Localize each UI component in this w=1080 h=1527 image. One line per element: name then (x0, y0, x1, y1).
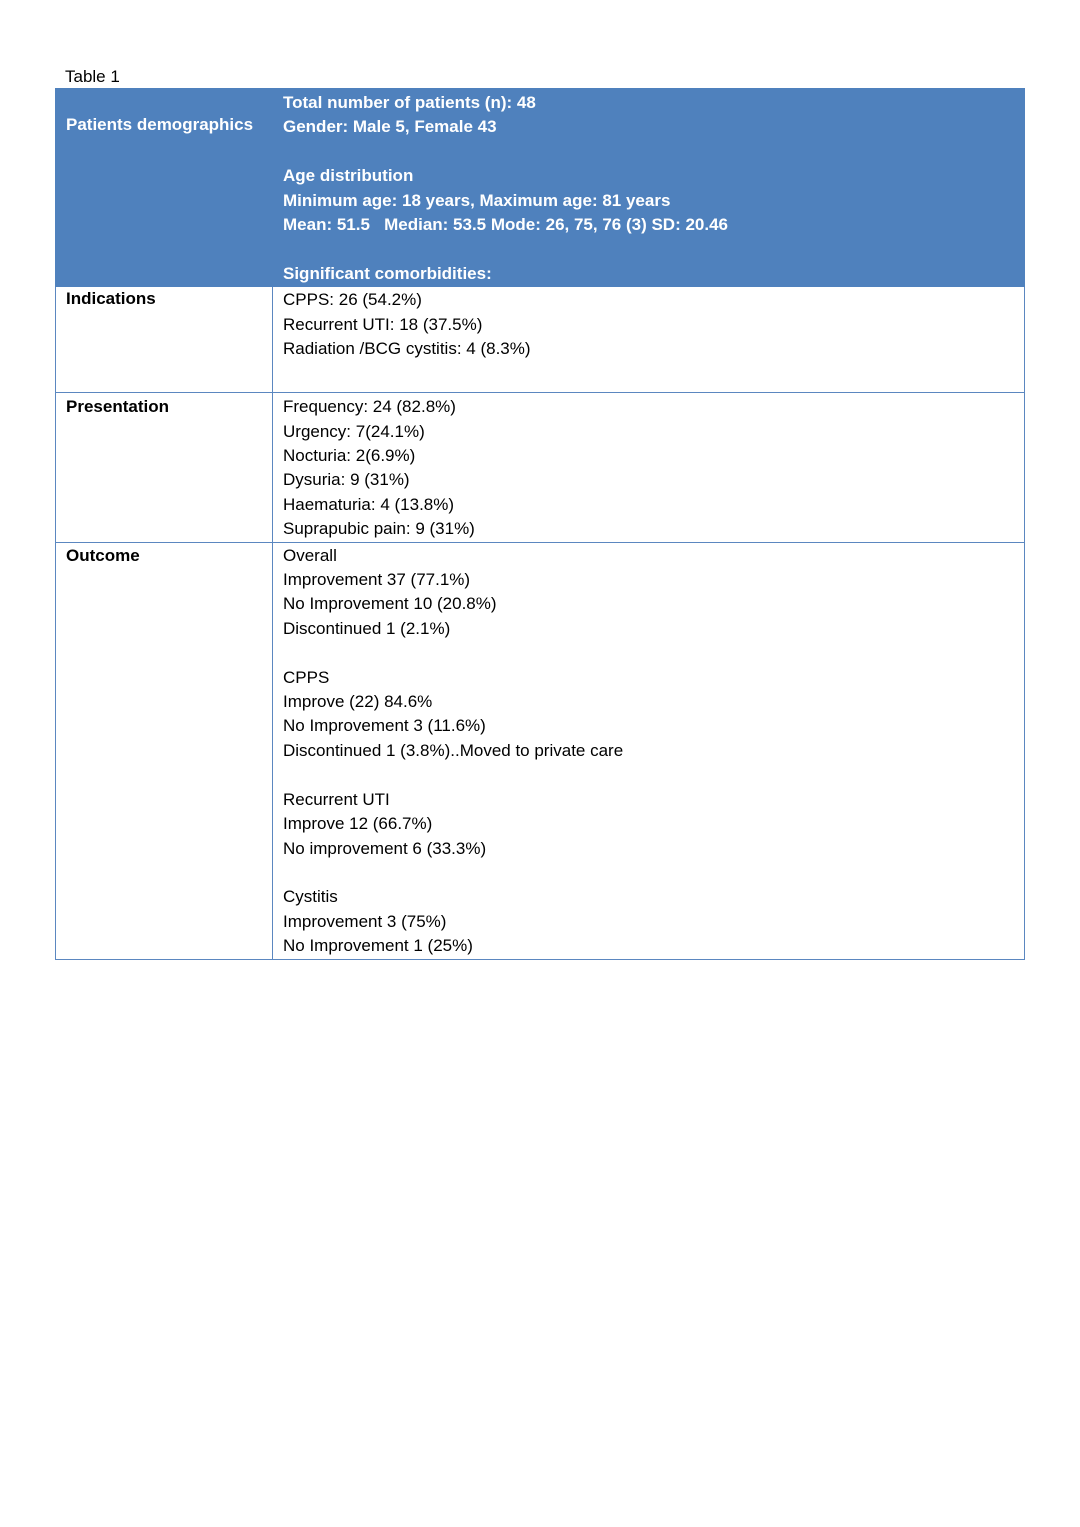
presentation-line: Nocturia: 2(6.9%) (283, 446, 416, 466)
outcome-line: Cystitis (283, 887, 338, 907)
outcome-line: Recurrent UTI (283, 789, 390, 809)
demographics-line: Age distribution (283, 166, 414, 186)
table-caption: Table 1 (65, 67, 120, 86)
row-label-outcome: Outcome (56, 542, 273, 959)
presentation-content (273, 393, 1025, 542)
outcome-line (283, 861, 1014, 885)
outcome-line (283, 763, 1014, 787)
table-row-presentation (56, 393, 1025, 542)
demographics-line (283, 237, 1014, 261)
indications-content (273, 287, 1025, 393)
demographics-line: Significant comorbidities: (283, 263, 492, 283)
outcome-line: No Improvement 1 (25%) (283, 936, 473, 956)
outcome-line: Improvement 37 (77.1%) (283, 570, 471, 590)
presentation-line: Haematuria: 4 (13.8%) (283, 494, 455, 514)
demographics-line (283, 140, 1014, 164)
demographics-content (273, 89, 1025, 287)
table-row-indications (56, 287, 1025, 393)
indications-line: CPPS: 26 (54.2%) (283, 290, 422, 310)
row-label-indications: Indications (56, 287, 273, 393)
outcome-line: Discontinued 1 (3.8%)..Moved to private care (283, 740, 624, 760)
outcome-line: Improvement 3 (75%) (283, 911, 447, 931)
outcome-line: CPPS (283, 667, 330, 687)
outcome-line: No improvement 6 (33.3%) (283, 838, 487, 858)
outcome-line: No Improvement 10 (20.8%) (283, 594, 497, 614)
outcome-line: Overall (283, 545, 337, 565)
table-row-demographics (56, 89, 1025, 287)
outcome-line (283, 641, 1014, 665)
patient-data-table (55, 88, 1025, 960)
outcome-line: No Improvement 3 (11.6%) (283, 716, 486, 736)
outcome-content (273, 542, 1025, 959)
demographics-line: Total number of patients (n): 48 (283, 93, 536, 112)
outcome-line: Improve (22) 84.6% (283, 692, 433, 712)
row-label-presentation: Presentation (56, 393, 273, 542)
row-label-demographics: Patients demographics (56, 89, 273, 287)
presentation-line: Urgency: 7(24.1%) (283, 421, 425, 441)
demographics-line: Minimum age: 18 years, Maximum age: 81 years (283, 190, 671, 210)
demographics-line: Gender: Male 5, Female 43 (283, 117, 497, 137)
presentation-line: Frequency: 24 (82.8%) (283, 397, 456, 417)
indications-line: Radiation /BCG cystitis: 4 (8.3%) (283, 339, 531, 359)
indications-line: Recurrent UTI: 18 (37.5%) (283, 314, 483, 334)
demographics-line: Mean: 51.5 Median: 53.5 Mode: 26, 75, 76 (3) SD: 20.46 (283, 215, 729, 235)
presentation-line: Suprapubic pain: 9 (31%) (283, 519, 475, 539)
presentation-line: Dysuria: 9 (31%) (283, 470, 410, 490)
outcome-line: Discontinued 1 (2.1%) (283, 618, 451, 638)
table-row-outcome (56, 542, 1025, 959)
outcome-line: Improve 12 (66.7%) (283, 814, 433, 834)
